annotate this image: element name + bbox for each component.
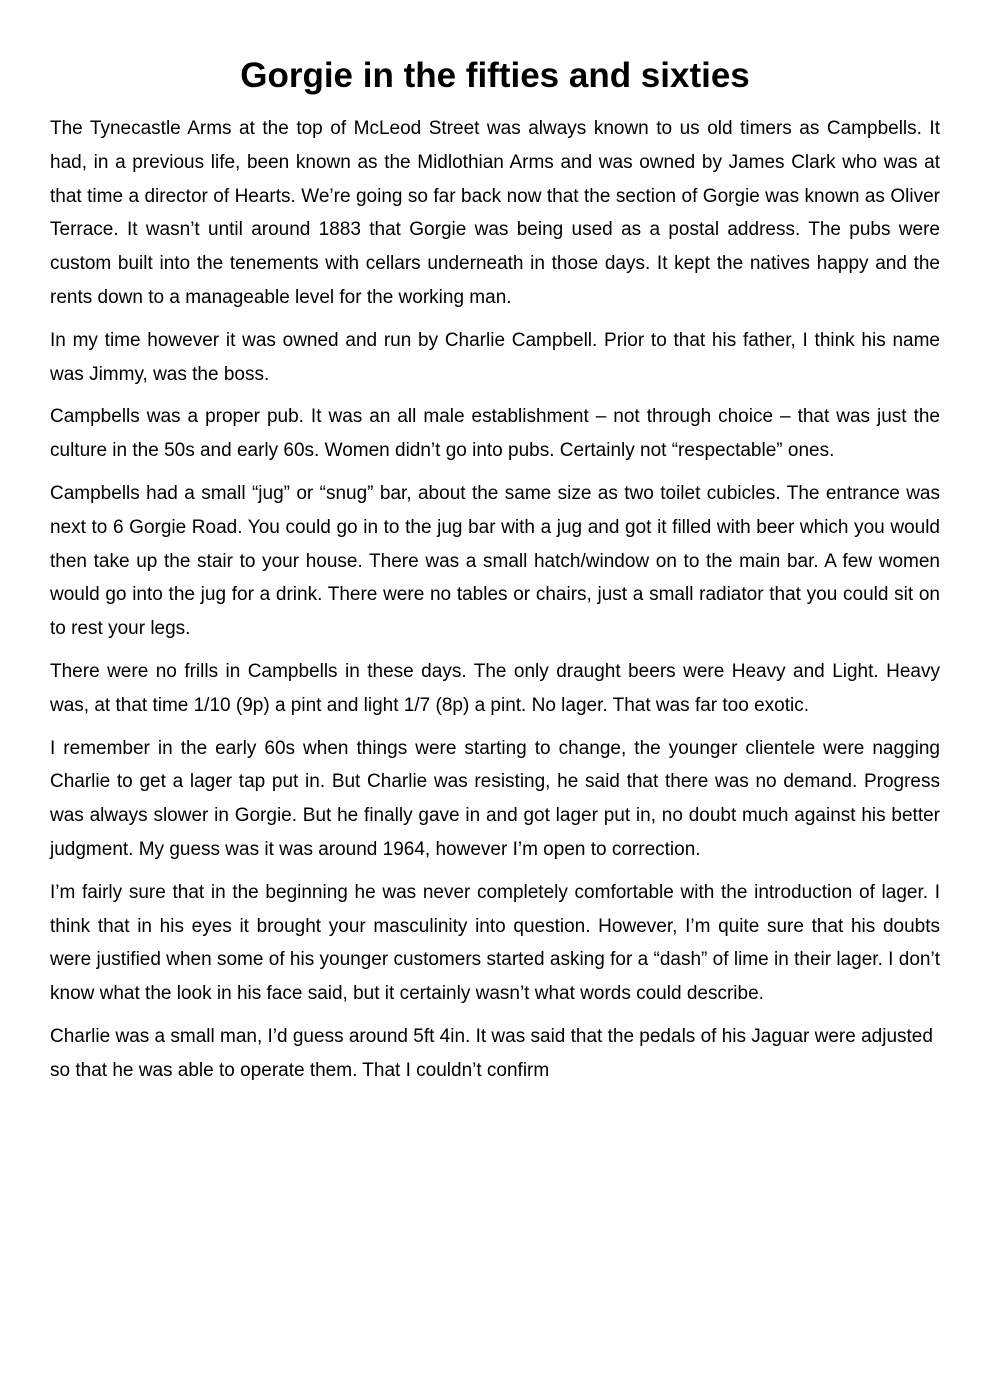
paragraph: Campbells had a small “jug” or “snug” bar, about the same size as two toilet cubicles. The entrance was next to 6 Gorgie Road. You could go in to the jug bar with a jug and got it filled with beer which you would then take up the stair to your house. There was a small hatch/window on to the main bar. A few women would go into the jug for a drink. There were no tables or chairs, just a small radiator that you could sit on to rest your legs. [50,482,940,640]
paragraph: There were no frills in Campbells in these days. The only draught beers were Heavy and Light. Heavy was, at that time 1/10 (9p) a pint and light 1/7 (8p) a pint. No lager. That was far too exotic. [50,660,940,716]
page-title: Gorgie in the fifties and sixties [240,56,750,95]
document-page [50,52,940,1097]
paragraph: The Tynecastle Arms at the top of McLeod Street was always known to us old timers as Campbells. It had, in a previous life, been known as the Midlothian Arms and was owned by James Clark who was at that time a director of Hearts. We’re going so far back now that the section of Gorgie was known as Oliver Terrace. It wasn’t until around 1883 that Gorgie was being used as a postal address. The pubs were custom built into the tenements with cellars underneath in those days. It kept the natives happy and the rents down to a manageable level for the working man. [50,118,940,308]
paragraph: Campbells was a proper pub. It was an all male establishment – not through choice – that was just the culture in the 50s and early 60s. Women didn’t go into pubs. Certainly not “respectable” ones. [50,406,940,462]
paragraph: In my time however it was owned and run by Charlie Campbell. Prior to that his father, I think his name was Jimmy, was the boss. [50,329,940,385]
paragraph: I’m fairly sure that in the beginning he was never completely comfortable with the introduction of lager. I think that in his eyes it brought your masculinity into question. However, I’m quite sure that his doubts were justified when some of his younger customers started asking for a “dash” of lime in their lager. I don’t know what the look in his face said, but it certainly wasn’t what words could describe. [50,881,940,1005]
paragraph: I remember in the early 60s when things were starting to change, the younger clientele were nagging Charlie to get a lager tap put in. But Charlie was resisting, he said that there was no demand. Progress was always slower in Gorgie. But he finally gave in and got lager put in, no doubt much against his better judgment. My guess was it was around 1964, however I’m open to correction. [50,737,940,860]
paragraph: Charlie was a small man, I’d guess around 5ft 4in. It was said that the pedals of his Jaguar were adjusted so that he was able to operate them. That I couldn’t confirm [50,1025,933,1081]
